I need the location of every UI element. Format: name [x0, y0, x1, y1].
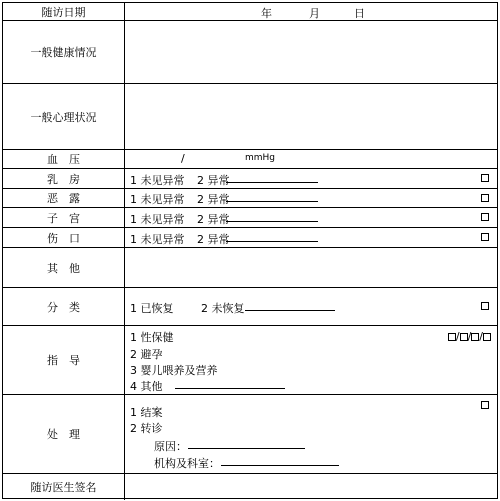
uterus-label: 子 宫: [3, 208, 125, 227]
date-value[interactable]: [125, 3, 497, 20]
wound-label: 伤 口: [3, 228, 125, 247]
wound-normal-option[interactable]: 1 未见异常: [130, 233, 185, 246]
close-case-option[interactable]: 1 结案: [130, 406, 163, 419]
row-other: [3, 248, 497, 288]
guidance-label: 指 导: [3, 326, 125, 394]
handling-label: 处 理: [3, 395, 125, 473]
row-handling: [3, 395, 497, 474]
blood-pressure-field[interactable]: [125, 150, 497, 168]
postpartum-followup-form: [2, 2, 498, 499]
row-breast: [3, 169, 497, 189]
recovered-option[interactable]: 1 已恢复: [130, 302, 174, 315]
guidance-checkbox-1[interactable]: [448, 333, 456, 341]
referral-reason-label: 原因：: [154, 440, 187, 453]
referral-institution-blank[interactable]: [221, 455, 339, 466]
lochia-abnormal-blank[interactable]: [226, 191, 318, 202]
guidance-item-other[interactable]: 4 其他: [130, 380, 163, 393]
guidance-checkbox-2[interactable]: [460, 333, 468, 341]
month-label: 月: [309, 7, 320, 20]
not-recovered-option[interactable]: 2 未恢复: [201, 302, 245, 315]
wound-checkbox[interactable]: [481, 233, 489, 241]
bp-unit: mmHg: [245, 153, 276, 163]
uterus-checkbox[interactable]: [481, 213, 489, 221]
row-lochia: [3, 189, 497, 208]
referral-reason-blank[interactable]: [188, 438, 305, 449]
referral-institution-label: 机构及科室：: [154, 457, 220, 470]
guidance-checkbox-3[interactable]: [471, 333, 479, 341]
handling-checkbox[interactable]: [481, 401, 489, 409]
other-field[interactable]: [125, 248, 497, 287]
date-label: 随访日期: [3, 3, 125, 20]
row-general-health: [3, 21, 497, 84]
classification-checkbox[interactable]: [481, 302, 489, 310]
guidance-item-infant-feeding[interactable]: 3 婴儿喂养及营养: [130, 364, 218, 377]
row-uterus: [3, 208, 497, 228]
row-general-mental: [3, 84, 497, 150]
day-label: 日: [354, 7, 365, 20]
uterus-abnormal-blank[interactable]: [226, 211, 318, 222]
row-wound: [3, 228, 497, 248]
referral-option[interactable]: 2 转诊: [130, 422, 163, 435]
not-recovered-blank[interactable]: [245, 300, 335, 311]
row-date: [3, 3, 497, 21]
breast-checkbox[interactable]: [481, 174, 489, 182]
breast-normal-option[interactable]: 1 未见异常: [130, 174, 185, 187]
lochia-abnormal-option[interactable]: 2 异常: [197, 193, 230, 206]
uterus-abnormal-option[interactable]: 2 异常: [197, 213, 230, 226]
doctor-signature-field[interactable]: [125, 474, 497, 500]
breast-label: 乳 房: [3, 169, 125, 188]
row-guidance: [3, 326, 497, 395]
guidance-item-contraception[interactable]: 2 避孕: [130, 348, 163, 361]
lochia-normal-option[interactable]: 1 未见异常: [130, 193, 185, 206]
general-mental-label: 一般心理状况: [3, 84, 125, 149]
guidance-other-blank[interactable]: [175, 378, 285, 389]
row-blood-pressure: [3, 150, 497, 169]
row-classification: [3, 288, 497, 326]
row-doctor-signature: [3, 474, 497, 500]
bp-slash: /: [181, 152, 185, 165]
lochia-checkbox[interactable]: [481, 194, 489, 202]
other-label: 其 他: [3, 248, 125, 287]
general-health-label: 一般健康情况: [3, 21, 125, 83]
general-health-field[interactable]: [125, 21, 497, 83]
guidance-checkbox-group: / / /: [448, 330, 491, 340]
general-mental-field[interactable]: [125, 84, 497, 149]
uterus-normal-option[interactable]: 1 未见异常: [130, 213, 185, 226]
wound-abnormal-option[interactable]: 2 异常: [197, 233, 230, 246]
blood-pressure-label: 血 压: [3, 150, 125, 168]
guidance-item-sexual-health[interactable]: 1 性保健: [130, 331, 174, 344]
guidance-checkbox-4[interactable]: [483, 333, 491, 341]
classification-label: 分 类: [3, 288, 125, 325]
year-label: 年: [261, 7, 272, 20]
wound-abnormal-blank[interactable]: [226, 231, 318, 242]
lochia-label: 恶 露: [3, 189, 125, 207]
breast-abnormal-option[interactable]: 2 异常: [197, 174, 230, 187]
doctor-signature-label: 随访医生签名: [3, 474, 125, 500]
breast-abnormal-blank[interactable]: [226, 172, 318, 183]
